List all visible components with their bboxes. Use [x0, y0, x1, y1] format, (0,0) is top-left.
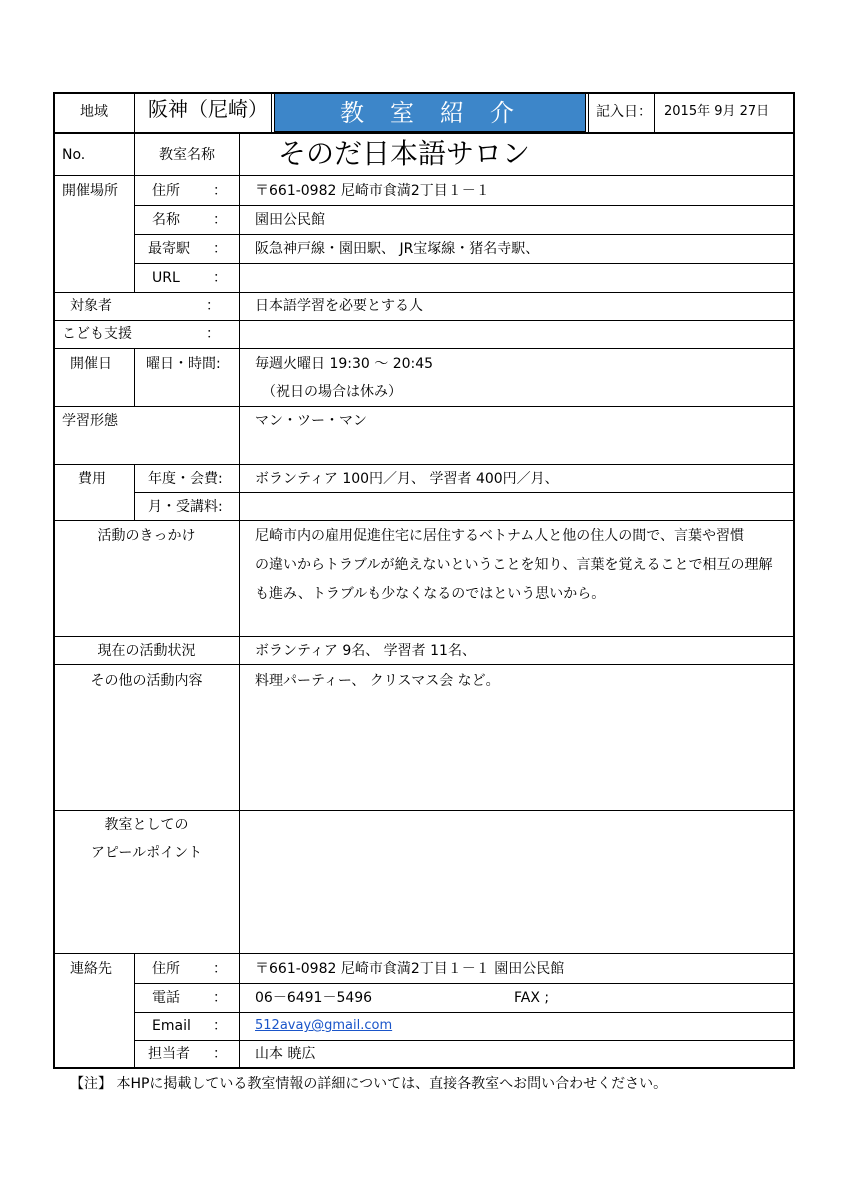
annual-fee-value: ボランティア 100円／月、 学習者 400円／月、 [255, 471, 559, 487]
annual-fee-label: 年度・会費: [148, 471, 223, 487]
station-label: 最寄駅 [148, 241, 190, 257]
classroom-name-label: 教室名称 [159, 147, 215, 163]
venue-name-label: 名称 [152, 212, 180, 228]
no-label: No. [62, 147, 86, 163]
status-value: ボランティア 9名、 学習者 11名、 [255, 643, 476, 659]
appeal-label-line2: アピールポイント [90, 845, 203, 861]
page-title-banner: 教室紹介 [274, 93, 586, 132]
schedule-line1: 毎週火曜日 19:30 ～ 20:45 [255, 356, 434, 372]
colon: ： [213, 990, 227, 1006]
url-label: URL [152, 270, 180, 286]
person-label: 担当者 [148, 1046, 190, 1062]
venue-section-label: 開催場所 [62, 183, 118, 199]
status-label: 現在の活動状況 [97, 643, 196, 659]
motivation-line1: 尼崎市内の雇用促進住宅に居住するベトナム人と他の住人の間で、言葉や習慣 [255, 528, 745, 544]
appeal-label-line1: 教室としての [104, 817, 189, 833]
contact-section-label: 連絡先 [70, 961, 112, 977]
date-label: 記入日： [596, 104, 652, 120]
motivation-label: 活動のきっかけ [97, 528, 196, 544]
colon: ： [213, 241, 227, 257]
target-label: 対象者 [70, 298, 112, 314]
colon: ： [213, 961, 227, 977]
format-label: 学習形態 [62, 413, 118, 429]
venue-address-label: 住所 [152, 183, 180, 199]
colon: ： [206, 298, 220, 314]
schedule-label: 開催日 [70, 356, 112, 372]
venue-address-value: 〒661-0982 尼崎市食満2丁目１－１ [255, 183, 490, 199]
phone-value: 06－6491－5496 [255, 990, 373, 1006]
region-value: 阪神（尼崎） [148, 97, 268, 121]
colon: ： [213, 1046, 227, 1062]
venue-name-value: 園田公民館 [255, 212, 325, 228]
date-value: 2015年 9月 27日 [664, 104, 770, 119]
phone-label: 電話 [152, 990, 180, 1006]
fax-label: FAX ; [514, 990, 550, 1006]
target-value: 日本語学習を必要とする人 [255, 298, 423, 314]
classroom-name-value: そのだ日本語サロン [278, 137, 531, 170]
email-link[interactable]: 512avay@gmail.com [255, 1018, 393, 1033]
contact-address-label: 住所 [152, 961, 180, 977]
region-label: 地域 [80, 104, 108, 120]
colon: ： [213, 183, 227, 199]
colon: ： [213, 270, 227, 286]
person-value: 山本 暁広 [255, 1046, 316, 1062]
email-label: Email [152, 1018, 191, 1034]
colon: ： [206, 326, 220, 342]
motivation-line2: の違いからトラブルが絶えないということを知り、言葉を覚えることで相互の理解 [255, 557, 773, 573]
format-value: マン・ツー・マン [255, 413, 367, 429]
other-activities-label: その他の活動内容 [90, 673, 203, 689]
colon: ： [213, 1018, 227, 1034]
schedule-line2: （祝日の場合は休み） [262, 384, 402, 400]
monthly-fee-label: 月・受講料: [148, 499, 223, 515]
contact-address-value: 〒661-0982 尼崎市食満2丁目１－１ 園田公民館 [255, 961, 565, 977]
kids-support-label: こども支援 [62, 326, 132, 342]
colon: ： [213, 212, 227, 228]
footnote: 【注】 本HPに掲載している教室情報の詳細については、直接各教室へお問い合わせください。 [70, 1076, 668, 1092]
fees-label: 費用 [78, 471, 106, 487]
schedule-sub-label: 曜日・時間: [146, 356, 221, 372]
station-value: 阪急神戸線・園田駅、 JR宝塚線・猪名寺駅、 [255, 241, 540, 257]
other-activities-value: 料理パーティー、 クリスマス会 など。 [255, 673, 500, 689]
motivation-line3: も進み、トラブルも少なくなるのではという思いから。 [255, 586, 606, 602]
